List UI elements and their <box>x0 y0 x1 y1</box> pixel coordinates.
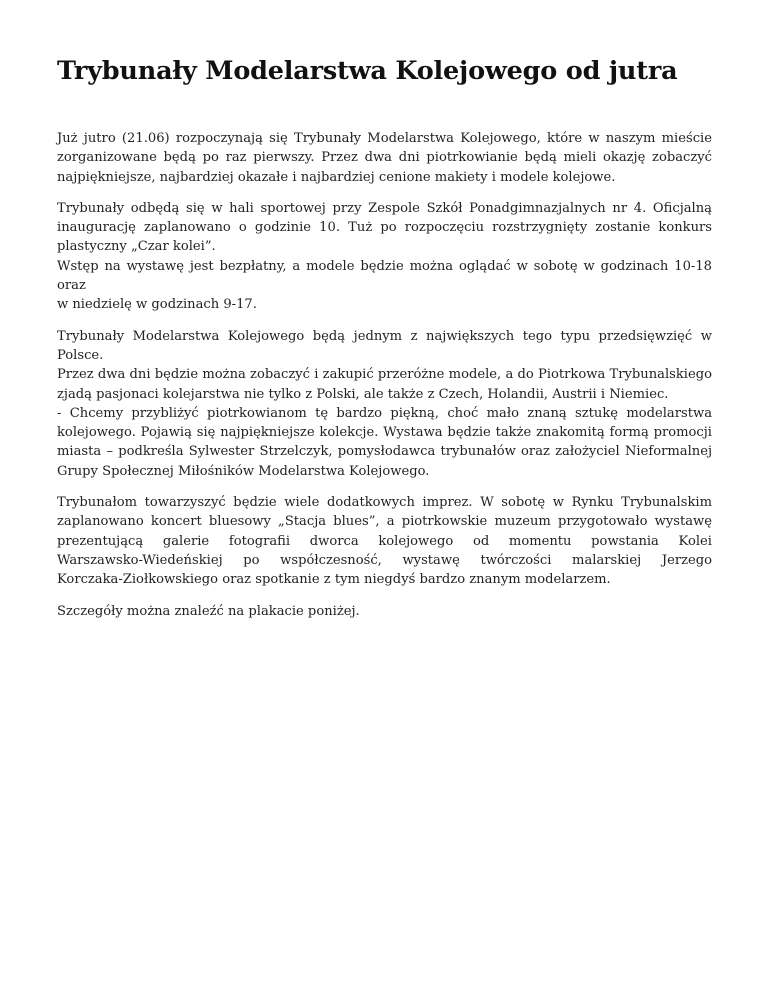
paragraph-line: - Chcemy przybliżyć piotrkowianom tę bardzo piękną, choć mało znaną sztukę modelarstwa <box>57 405 712 421</box>
paragraph-line: prezentującą galerie fotografii dworca kolejowego od momentu powstania Kolei <box>57 533 712 549</box>
article-title: Trybunały Modelarstwa Kolejowego od jutra <box>57 56 678 86</box>
paragraph-2 <box>57 199 712 315</box>
paragraph-4 <box>57 493 712 589</box>
document-page <box>57 0 712 633</box>
paragraph-1 <box>57 129 712 187</box>
paragraph-line: w niedzielę w godzinach 9-17. <box>57 297 257 313</box>
paragraph-line: zaplanowano koncert bluesowy „Stacja blues”, a piotrkowskie muzeum przygotowało wystawę <box>57 514 712 530</box>
paragraph-line: Warszawsko-Wiedeńskiej po współczesność, wystawę twórczości malarskiej Jerzego <box>57 552 712 568</box>
paragraph-line: zorganizowane będą po raz pierwszy. Przez dwa dni piotrkowianie będą mieli okazję zobaczyć <box>57 150 712 166</box>
paragraph-5 <box>57 602 712 621</box>
paragraph-line: Już jutro (21.06) rozpoczynają się Trybunały Modelarstwa Kolejowego, które w naszym mieście <box>57 131 712 146</box>
paragraph-3 <box>57 327 712 481</box>
paragraph-line: Grupy Społecznej Miłośników Modelarstwa Kolejowego. <box>57 463 430 479</box>
article-body <box>57 129 712 621</box>
paragraph-line: inaugurację zaplanowano o godzinie 10. Tuż po rozpoczęciu rozstrzygnięty zostanie konkurs <box>57 220 712 236</box>
paragraph-line: Trybunały odbędą się w hali sportowej przy Zespole Szkół Ponadgimnazjalnych nr 4. Oficjalną <box>57 200 712 216</box>
paragraph-line: Trybunały Modelarstwa Kolejowego będą jednym z największych tego typu przedsięwzięć w Polsce. <box>57 328 712 363</box>
paragraph-line: Przez dwa dni będzie można zobaczyć i zakupić przeróżne modele, a do Piotrkowa Trybunalskiego <box>57 367 712 383</box>
paragraph-line: kolejowego. Pojawią się najpiękniejsze kolekcje. Wystawa będzie także znakomitą formą promocji <box>57 425 712 441</box>
paragraph-line: plastyczny „Czar kolei”. <box>57 239 216 255</box>
paragraph-line: najpiękniejsze, najbardziej okazałe i najbardziej cenione makiety i modele kolejowe. <box>57 169 616 185</box>
paragraph-line: Trybunałom towarzyszyć będzie wiele dodatkowych imprez. W sobotę w Rynku Trybunalskim <box>57 495 712 511</box>
paragraph-line: Szczegóły można znaleźć na plakacie poniżej. <box>57 603 360 619</box>
paragraph-line: zjadą pasjonaci kolejarstwa nie tylko z Polski, ale także z Czech, Holandii, Austrii i Niemiec. <box>57 386 669 402</box>
paragraph-line: miasta – podkreśla Sylwester Strzelczyk, pomysłodawca trybunałów oraz założyciel Nieformalnej <box>57 444 712 460</box>
paragraph-line: Korczaka-Ziołkowskiego oraz spotkanie z tym niegdyś bardzo znanym modelarzem. <box>57 572 611 588</box>
paragraph-line: Wstęp na wystawę jest bezpłatny, a modele będzie można oglądać w sobotę w godzinach 10-18 oraz <box>57 258 712 294</box>
